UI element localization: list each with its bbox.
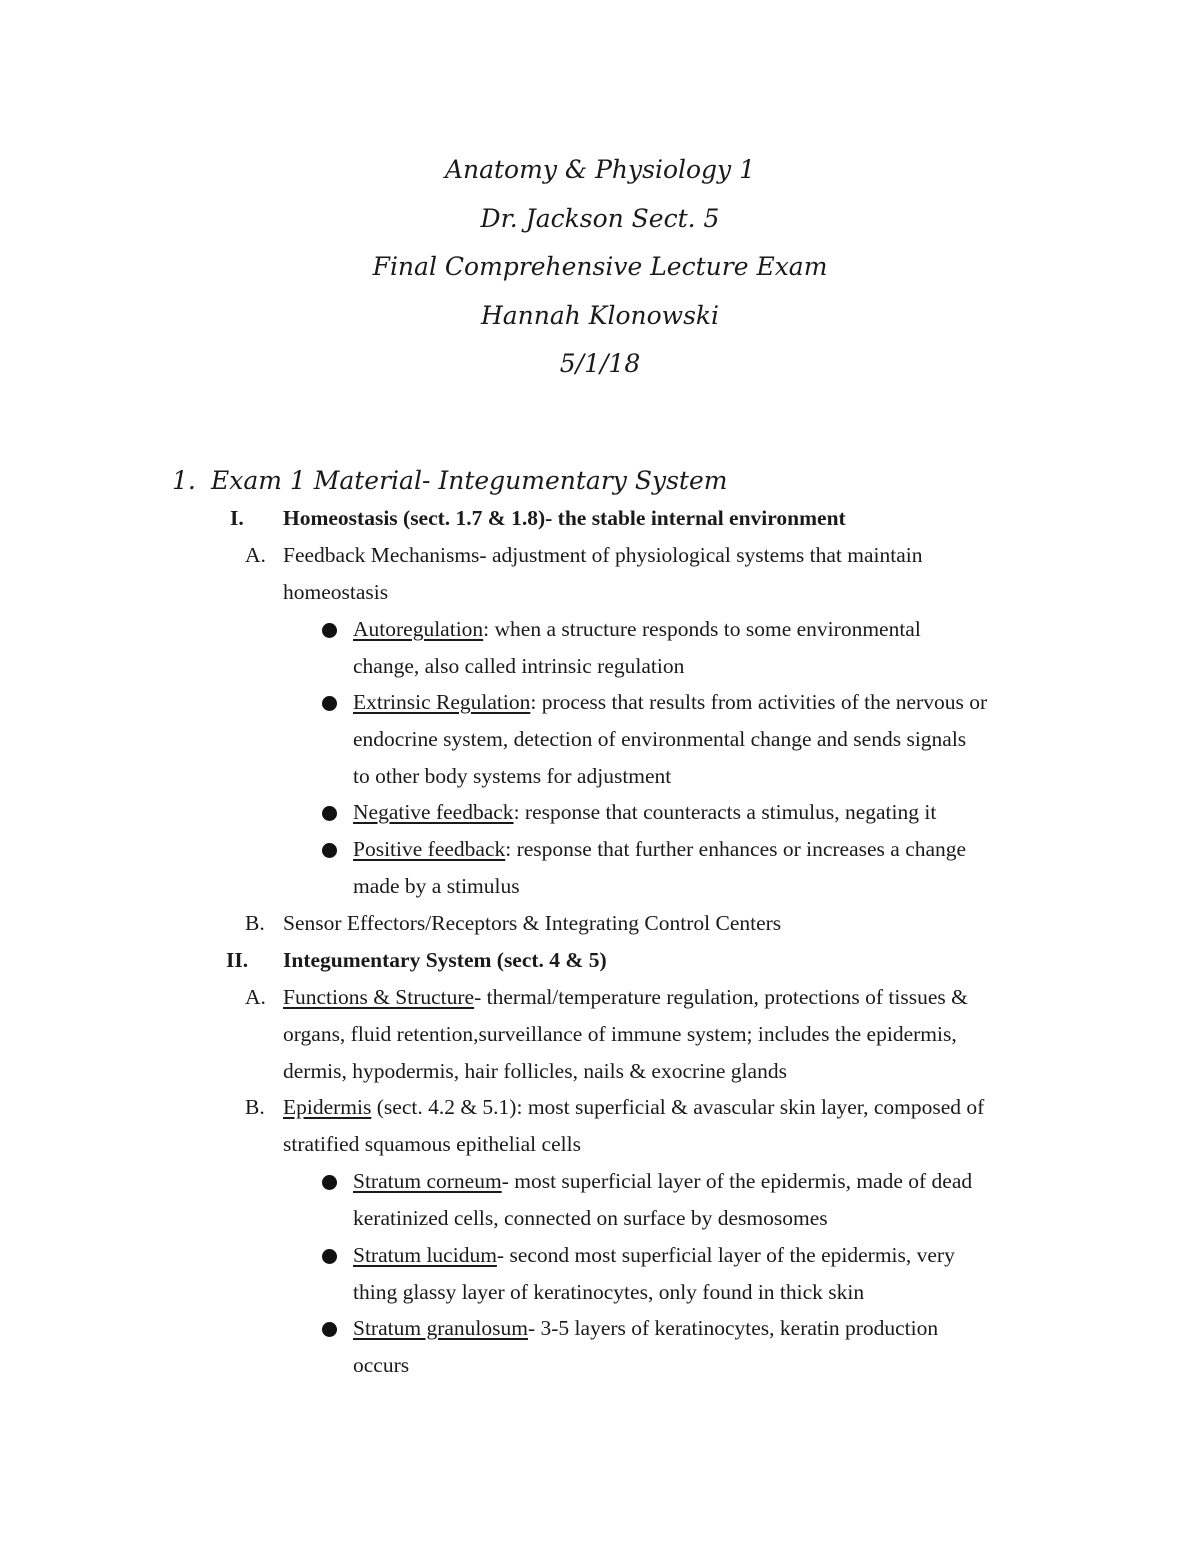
item-text-line: homeostasis (283, 580, 389, 604)
bullet-term: Positive feedback (353, 837, 506, 861)
item-term: Epidermis (283, 1095, 372, 1119)
bullet-line (353, 611, 921, 648)
bullet-term: Stratum corneum (353, 1169, 502, 1193)
bullet-text: - second most superficial layer of the epidermis, very (496, 1243, 955, 1267)
item-text-line: Feedback Mechanisms- adjustment of physiological systems that maintain (283, 543, 923, 567)
topic-title: Homeostasis (sect. 1.7 & 1.8)- the stable internal environment (283, 506, 846, 530)
topic-numeral: II. (226, 948, 249, 972)
bullet-line (353, 831, 966, 868)
topic-title: Integumentary System (sect. 4 & 5) (283, 948, 607, 972)
item-text: - thermal/temperature regulation, protections of tissues & (474, 985, 968, 1009)
bullet-icon (322, 1322, 337, 1337)
bullet-term: Stratum granulosum (353, 1316, 528, 1340)
course-title: Anatomy & Physiology 1 (444, 155, 756, 184)
bullet-line (353, 684, 987, 721)
bullet-icon (322, 623, 337, 638)
instructor-line: Dr. Jackson Sect. 5 (480, 203, 720, 233)
item-text-line: stratified squamous epithelial cells (283, 1132, 581, 1156)
section-title: Exam 1 Material- Integumentary System (211, 466, 728, 495)
bullet-text: - most superficial layer of the epidermis, made of dead (501, 1169, 973, 1193)
bullet-text: : response that further enhances or increases a change (505, 837, 967, 861)
section-number: 1. (172, 466, 196, 495)
bullet-term: Extrinsic Regulation (353, 690, 531, 714)
item-text: (sect. 4.2 & 5.1): most superficial & avascular skin layer, composed of (371, 1095, 985, 1119)
bullet-icon (322, 696, 337, 711)
bullet-text: : when a structure responds to some environmental (483, 617, 921, 641)
bullet-term: Negative feedback (353, 800, 514, 824)
bullet-line (353, 794, 936, 831)
bullet-text-line: to other body systems for adjustment (353, 764, 672, 788)
item-term: Functions & Structure (283, 985, 475, 1009)
item-text-line (283, 979, 968, 1016)
exam-title: Final Comprehensive Lecture Exam (372, 252, 828, 281)
bullet-text: : process that results from activities of the nervous or (530, 690, 988, 714)
document-header (0, 146, 1200, 389)
student-name: Hannah Klonowski (480, 300, 720, 330)
bullet-text-line: thing glassy layer of keratinocytes, only found in thick skin (353, 1280, 865, 1304)
item-text-line (283, 1089, 984, 1126)
item-letter: B. (245, 911, 265, 935)
item-text-line: organs, fluid retention,surveillance of immune system; includes the epidermis, (283, 1022, 957, 1046)
bullet-icon (322, 806, 337, 821)
item-letter: A. (245, 543, 266, 567)
bullet-text-line: occurs (353, 1353, 410, 1377)
item-letter: B. (245, 1095, 265, 1119)
bullet-term: Stratum lucidum (353, 1243, 497, 1267)
item-text-line: dermis, hypodermis, hair follicles, nails & exocrine glands (283, 1059, 787, 1083)
item-text-line: Sensor Effectors/Receptors & Integrating Control Centers (283, 911, 782, 935)
topic-numeral: I. (230, 506, 244, 530)
item-letter: A. (245, 985, 266, 1009)
bullet-text-line: made by a stimulus (353, 874, 520, 898)
bullet-text: - 3-5 layers of keratinocytes, keratin production (527, 1316, 939, 1340)
bullet-icon (322, 843, 337, 858)
bullet-text: : response that counteracts a stimulus, negating it (513, 800, 937, 824)
bullet-line (353, 1163, 972, 1200)
bullet-icon (322, 1249, 337, 1264)
bullet-line (353, 1310, 938, 1347)
bullet-text-line: change, also called intrinsic regulation (353, 654, 685, 678)
bullet-line (353, 1237, 955, 1274)
exam-date: 5/1/18 (559, 349, 641, 378)
bullet-text-line: keratinized cells, connected on surface by desmosomes (353, 1206, 828, 1230)
bullet-text-line: endocrine system, detection of environmental change and sends signals (353, 727, 967, 751)
bullet-term: Autoregulation (353, 617, 484, 641)
bullet-icon (322, 1175, 337, 1190)
